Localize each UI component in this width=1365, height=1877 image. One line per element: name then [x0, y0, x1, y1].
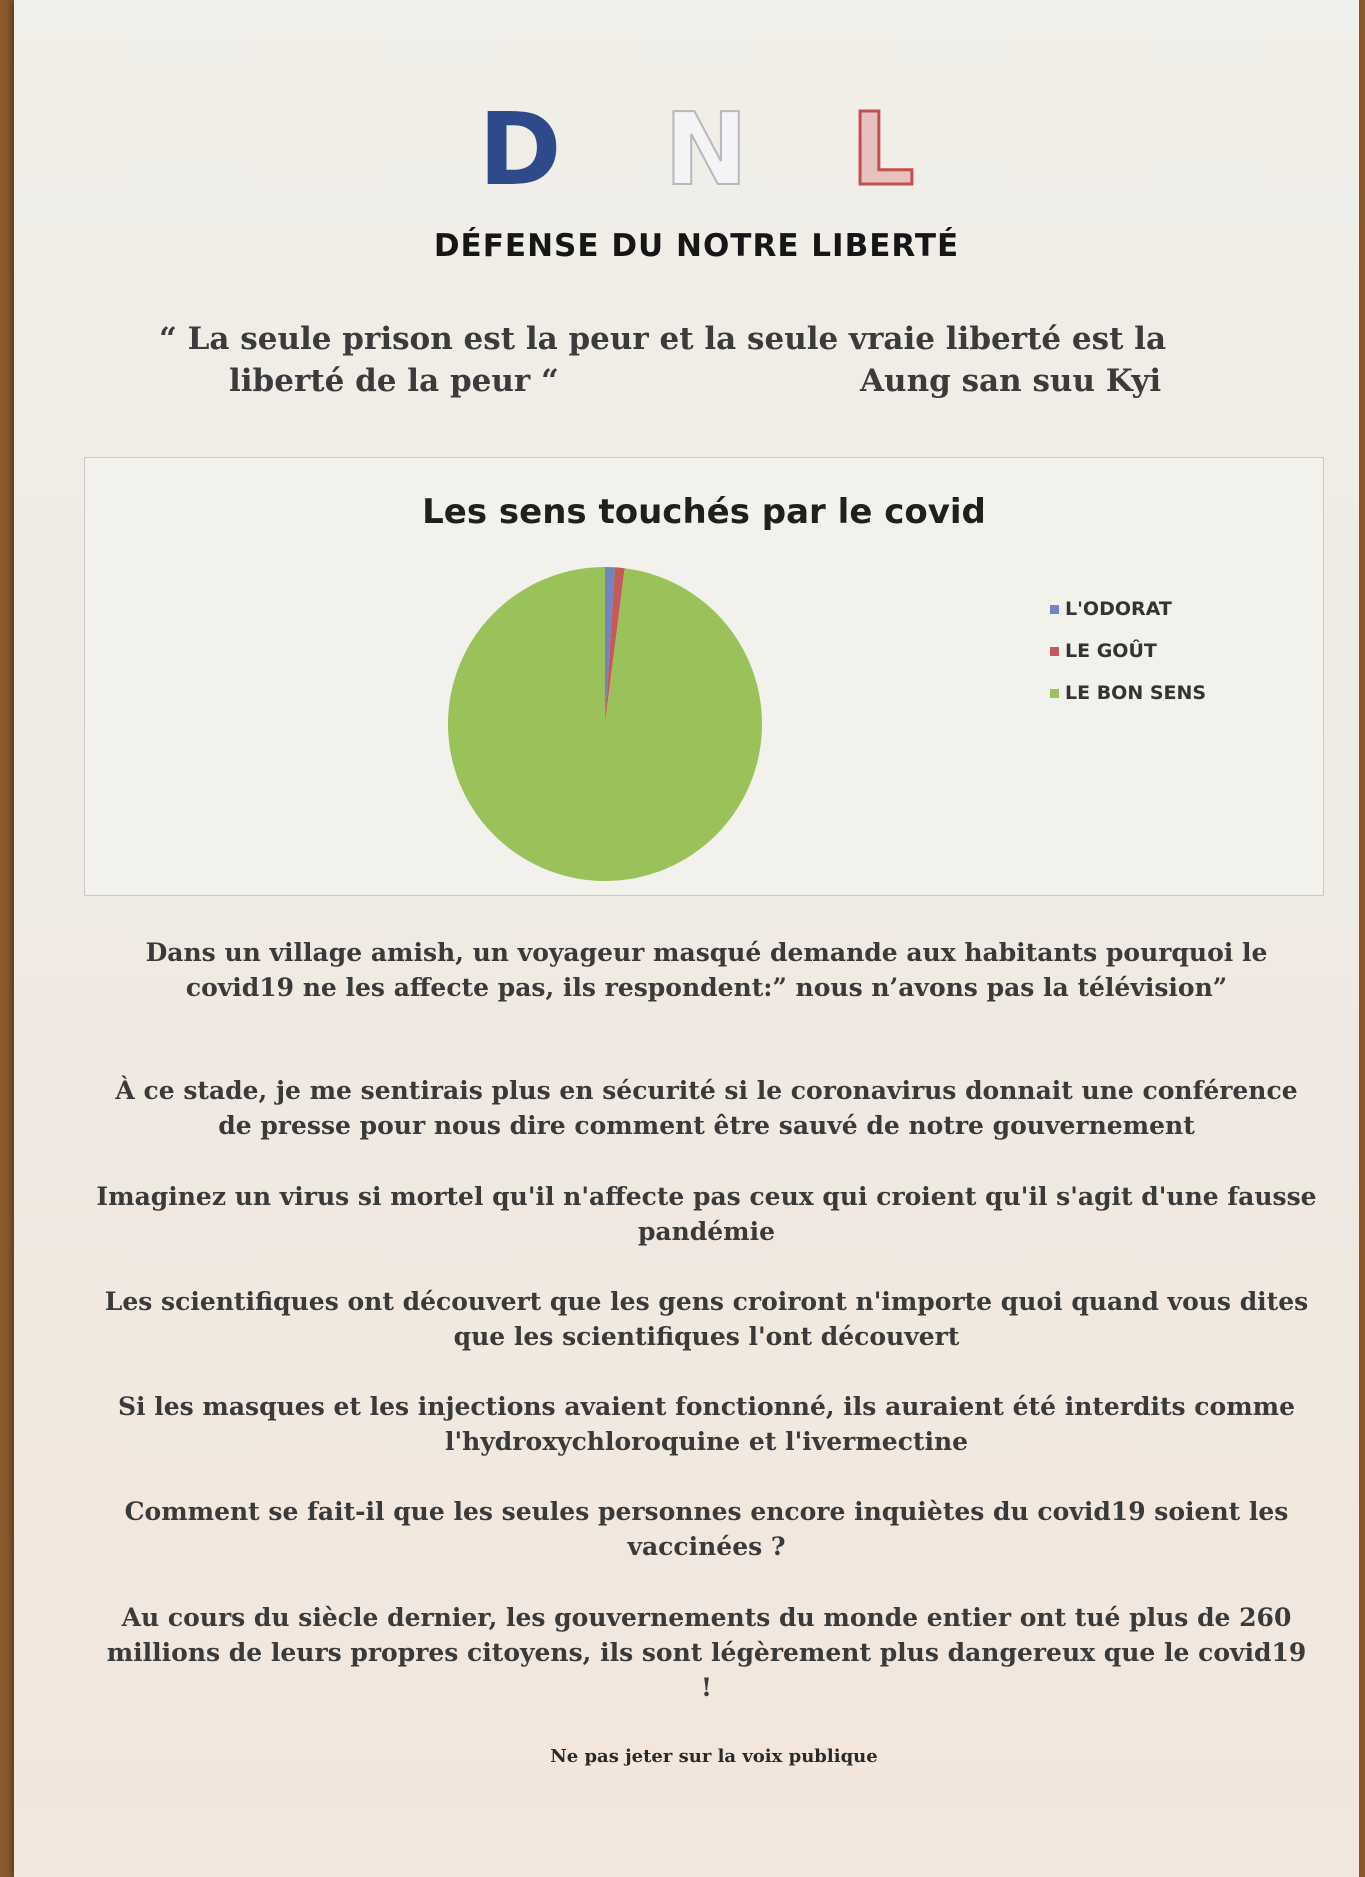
- paragraph-line: !: [701, 1673, 712, 1702]
- paragraph-line: que les scientifiques l'ont découvert: [453, 1322, 960, 1351]
- quote-line-2: liberté de la peur “: [229, 363, 559, 399]
- paragraph-masques: [54, 1389, 1359, 1459]
- logo-letter-n: N: [664, 91, 748, 208]
- pie-slice-le-bon-sens: [448, 567, 762, 881]
- footer-note: Ne pas jeter sur la voix publique: [550, 1746, 878, 1767]
- paragraph-scientifiques: [54, 1284, 1359, 1354]
- legend-label: LE BON SENS: [1065, 682, 1207, 704]
- paragraph-line: Au cours du siècle dernier, les gouvernements du monde entier ont tué plus de 260: [121, 1603, 1292, 1632]
- paragraph-line: Imaginez un virus si mortel qu'il n'affecte pas ceux qui croient qu'il s'agit d'une fausse: [96, 1182, 1317, 1211]
- quote: [154, 318, 1264, 402]
- logo-letter-d: D: [478, 91, 562, 208]
- quote-author: Aung san suu Kyi: [860, 363, 1162, 399]
- paragraph-line: Les scientifiques ont découvert que les gens croiront n'importe quoi quand vous dites: [104, 1287, 1309, 1316]
- paragraph-line: de presse pour nous dire comment être sauvé de notre gouvernement: [218, 1111, 1195, 1140]
- paragraph-gouvernements: [54, 1600, 1359, 1705]
- paragraph-line: Comment se fait-il que les seules personnes encore inquiètes du covid19 soient les: [124, 1497, 1289, 1526]
- paragraph-vaccinees: [54, 1494, 1359, 1564]
- pie-chart: [445, 564, 765, 884]
- flyer-sheet: [14, 0, 1359, 1877]
- chart-legend: [1050, 588, 1206, 714]
- paragraph-amish: [54, 935, 1359, 1005]
- legend-swatch: [1050, 605, 1059, 614]
- organization-name: DÉFENSE DU NOTRE LIBERTÉ: [433, 228, 960, 264]
- paragraph-line: Si les masques et les injections avaient fonctionné, ils auraient été interdits comme: [117, 1392, 1296, 1421]
- legend-label: L'ODORAT: [1065, 598, 1172, 620]
- legend-swatch: [1050, 647, 1059, 656]
- legend-item: [1050, 588, 1206, 630]
- legend-label: LE GOÛT: [1065, 640, 1157, 662]
- paragraph-line: covid19 ne les affecte pas, ils respondent:” nous n’avons pas la télévision”: [185, 973, 1228, 1002]
- legend-item: [1050, 630, 1206, 672]
- paragraph-line: Dans un village amish, un voyageur masqué demande aux habitants pourquoi le: [145, 938, 1268, 967]
- logo-letter-l: L: [850, 91, 915, 208]
- paragraph-line: À ce stade, je me sentirais plus en sécurité si le coronavirus donnait une conférence: [115, 1076, 1298, 1105]
- quote-line-1: “ La seule prison est la peur et la seule vraie liberté est la: [159, 321, 1167, 357]
- paragraph-line: millions de leurs propres citoyens, ils sont légèrement plus dangereux que le covid19: [106, 1638, 1307, 1667]
- chart-title: Les sens touchés par le covid: [422, 492, 986, 532]
- pie-chart-box: [84, 457, 1324, 896]
- paragraph-coronavirus-conference: [54, 1073, 1359, 1143]
- paragraph-line: vaccinées ?: [627, 1532, 786, 1561]
- paragraph-virus-mortel: [54, 1179, 1359, 1249]
- legend-swatch: [1050, 689, 1059, 698]
- paragraph-line: pandémie: [637, 1217, 776, 1246]
- legend-item: [1050, 672, 1206, 714]
- paragraph-line: l'hydroxychloroquine et l'ivermectine: [444, 1427, 969, 1456]
- dnl-logo: [14, 91, 1365, 208]
